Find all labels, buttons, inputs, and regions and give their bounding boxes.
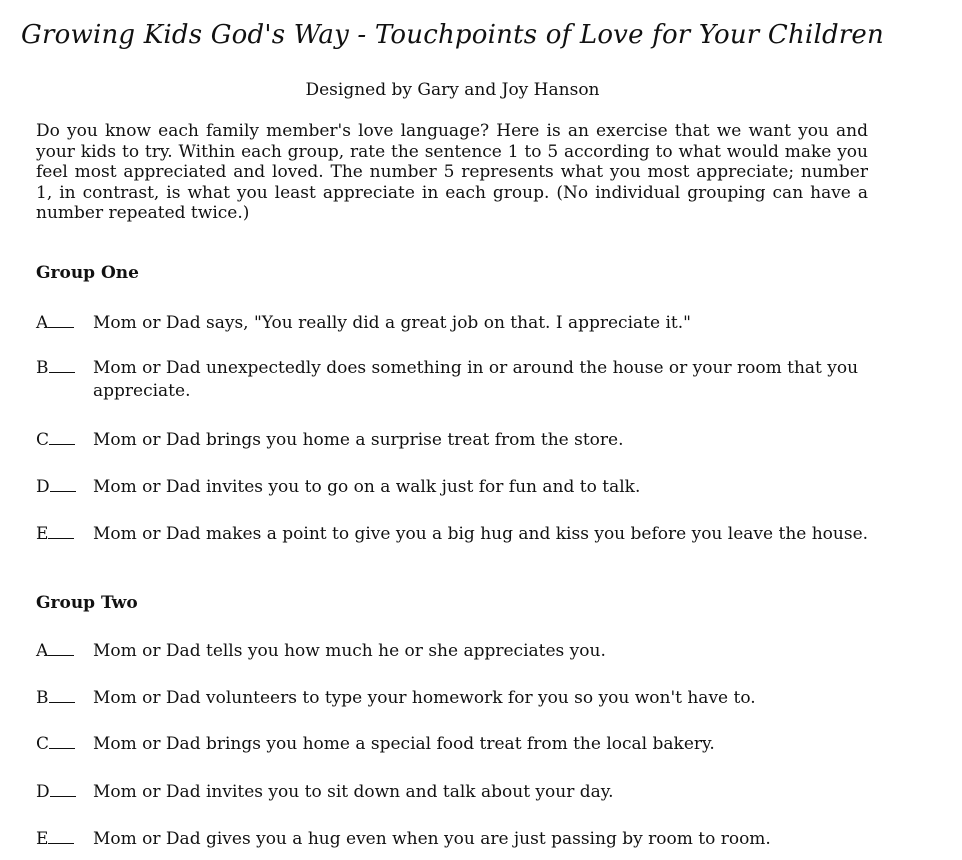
group-one-item-d (36, 476, 876, 499)
item-text: Mom or Dad makes a point to give you a big hug and kiss you before you leave the house. (93, 524, 869, 544)
group-one-item-b (36, 357, 876, 403)
item-letter: D (36, 476, 86, 499)
rating-blank (50, 477, 76, 492)
rating-blank (49, 688, 75, 703)
group-two-item-b (36, 687, 876, 710)
item-letter: D (36, 781, 86, 804)
item-text: Mom or Dad volunteers to type your homework for you so you won't have to. (93, 688, 756, 708)
item-text: Mom or Dad invites you to go on a walk just for fun and to talk. (93, 477, 641, 497)
group-one-item-c (36, 429, 876, 452)
item-text: Mom or Dad unexpectedly does something in or around the house or your room that you appreciate. (93, 358, 859, 401)
rating-blank (48, 641, 74, 656)
item-text: Mom or Dad says, "You really did a great job on that. I appreciate it." (93, 313, 691, 333)
rating-blank (48, 829, 74, 844)
group-one-item-e (36, 523, 876, 546)
item-letter: B (36, 687, 86, 710)
rating-blank (49, 358, 75, 373)
item-letter: C (36, 733, 86, 756)
group-two-item-a (36, 640, 876, 663)
rating-blank (49, 430, 75, 445)
page-title: Growing Kids God's Way - Touchpoints of Love for Your Children (21, 20, 884, 50)
rating-blank (48, 313, 74, 328)
item-letter: B (36, 357, 86, 380)
page-subtitle: Designed by Gary and Joy Hanson (305, 80, 600, 100)
group-two-item-e (36, 828, 876, 851)
item-text: Mom or Dad invites you to sit down and talk about your day. (93, 782, 614, 802)
group-two-item-c (36, 733, 876, 756)
item-letter: E (36, 523, 86, 546)
group-one-heading: Group One (36, 263, 139, 283)
group-two-heading: Group Two (36, 593, 138, 613)
item-letter: A (36, 640, 86, 663)
item-text: Mom or Dad brings you home a special food treat from the local bakery. (93, 734, 715, 754)
intro-paragraph: Do you know each family member's love language? Here is an exercise that we want you and your kids to try. Within each group, rate the sentence 1 to 5 according to what would make you feel most appreciated and loved. The number 5 represents what you most appreciate; number 1, in contrast, is what you least appreciate in each group. (No individual grouping can have a number repeated twice.) (36, 121, 868, 223)
item-text: Mom or Dad tells you how much he or she appreciates you. (93, 641, 606, 661)
item-letter: E (36, 828, 86, 851)
group-two-item-d (36, 781, 876, 804)
group-one-item-a (36, 312, 876, 335)
rating-blank (50, 782, 76, 797)
rating-blank (48, 524, 74, 539)
rating-blank (49, 734, 75, 749)
item-text: Mom or Dad brings you home a surprise treat from the store. (93, 430, 624, 450)
item-letter: C (36, 429, 86, 452)
item-text: Mom or Dad gives you a hug even when you are just passing by room to room. (93, 829, 771, 849)
item-letter: A (36, 312, 86, 335)
